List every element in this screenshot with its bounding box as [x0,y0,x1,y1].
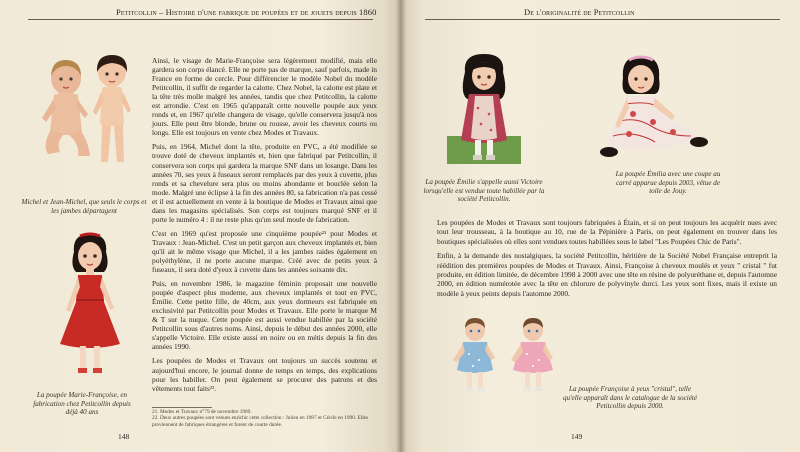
footnote-22: 22. Deux autres poupées sont venues enrichir cette collection : Julien en 1987 et Cécile en 1990. Elles proviennent de fabriques étrangères et furent de courte durée. [152,415,369,428]
photo-francoise-cristal [449,318,561,396]
left-paragraph-3: C'est en 1969 qu'est proposée une cinquième poupée²¹ pour Modes et Travaux : Jean-Michel. C'est un petit garçon aux cheveux implantés et, bien qu'il ait le même visage que Michel, il a les jambes raides également en polyéthylène, il ne porte aucune marque. Créé avec de petits yeux à fuseaux, il sera doté d'yeux à cuvette dans les années soixante dix. [152,228,377,275]
caption-michel-jean-michel: Michel et Jean-Michel, que seuls le corps et les jambes départagent [21,198,147,215]
caption-emilie: La poupée Émilie s'appelle aussi Victoire lorsqu'elle est vendue toute habillée par la société Petitcollin. [423,178,545,204]
caption-marie-francoise: La poupée Marie-Françoise, en fabrication chez Petitcollin depuis déjà 40 ans [33,391,131,417]
footnote-rule [152,407,212,408]
left-paragraph-4: Puis, en novembre 1986, le magazine féminin proposait une nouvelle poupée d'aspect plus moderne, aux cheveux implantés et tout en PVC, Émilie. Cette petite fille, de 40cm, aux yeux dormeurs est fabriquée en exclusivité par Petitcollin pour Modes et Travaux. Elle porte le marque M & T sur la nuque. Cette poupée est aussi vendue habillée par la société Petitcollin sous d'autres noms. Ainsi, depuis le début des années 2000, elle s'appelle Victoire. Elle existe aussi en noire ou en métis depuis la fin des années 1990. [152,279,377,352]
right-paragraph-2: Enfin, à la demande des nostalgiques, la société Petitcollin, héritière de la Société Nobel Française entreprit la réédition des premières poupées de Modes et Travaux. Ainsi, Françoise à cheveux moulés et yeux " cristal " fut produite, en édition limitée, de décembre 1998 à 2000 avec une tête en résine de polyuréthane et, depuis l'automne 2000, en édition numérotée avec la tête en chlorure de polyvinyle durci. Les yeux sont fixes, mais il existe un modèle à yeux peints depuis l'automne 2000. [437,251,777,298]
photo-emilie [447,52,521,164]
left-footnotes [152,409,377,428]
caption-emilia-coupe: La poupée Émilia avec une coupe au carré apparue depuis 2003, vêtue de toile de Jouy. [615,170,721,196]
left-body-text [152,56,377,398]
photo-emilia-coupe [595,52,711,164]
photo-michel-jean-michel [38,52,144,172]
left-paragraph-5: Les poupées de Modes et Travaux ont toujours un succès soutenu et aujourd'hui encore, le journal donne de temps en temps, des explications pour les habiller. On peut également se procurer des patrons et des vêtements tout faits²². [152,356,377,393]
book-gutter [396,0,406,452]
caption-francoise-cristal: La poupée Françoise à yeux "cristal", telle qu'elle apparaît dans le catalogue de la société Petitcollin depuis 2000. [562,385,698,411]
right-page-number: 149 [571,432,583,441]
right-running-header: De l'originalité de Petitcollin [524,7,635,17]
footnote-21: 21. Modes et Travaux n°79 de novembre 1969. [152,409,252,415]
right-page [401,0,800,452]
left-running-header: Petitcollin – Histoire d'une fabrique de poupées et de jouets depuis 1860 [116,7,377,17]
right-header-rule [425,19,780,20]
left-paragraph-2: Puis, en 1964, Michel dont la tête, produite en PVC, a été modifiée se trouve doté de cheveux implantés et, bien que fabriqué par Petitcollin, il conservera son corps qui gardera la marque SNF dans un losange. Dans les années 70, ses yeux à fuseaux seront remplacés par des yeux à cuvette, plus ronds et sa chevelure sera plus ou moins abondante et bouclée selon la mode. Malgré une éclipse à la fin des années 80, sa fabrication n'a pas cessé et il est actuellement en vente à la boutique de Modes et Travaux ainsi que dans les magasins spécialisés. Son corps est toujours marqué SNF et il porte le numéro 4 : il ne reste plus qu'un seul moule de fabrication. [152,142,377,224]
left-header-rule [28,19,373,20]
photo-marie-francoise [50,232,130,382]
right-body-text [437,218,777,303]
left-page-number: 148 [118,432,130,441]
right-paragraph-1: Les poupées de Modes et Travaux sont toujours fabriquées à Étain, et si on peut toujours les acquérir nues avec tout leur trousseau, à la boutique au 10, rue de la Pépinière à Paris, on peut également en trouver dans les boutiques spécialisées où elles sont vendues toutes habillées sous le label "Les Poupées Chic de Paris". [437,218,777,246]
left-paragraph-1: Ainsi, le visage de Marie-Françoise sera légèrement modifié, mais elle gardera son corps élancé. Elle ne porte pas de marque, sauf parfois, made in France en forme de cercle. Pour différencier le modèle Nobel du modèle Petitcollin, il suffit de regarder la calotte. Chez Nobel, la calotte est plate et la tête très molle malgré les années, tandis que chez Petitcollin, la calotte est arrondie. C'est en 1965 qu'apparaît cette nouvelle poupée aux yeux ronds et, en 1967 qu'elle changera de visage, qu'elle conservera jusqu'à nos jours. Elle peut être blonde, brune ou rousse, avoir les cheveux courts ou longs. Elle est toujours en vente chez Modes et Travaux. [152,56,377,138]
